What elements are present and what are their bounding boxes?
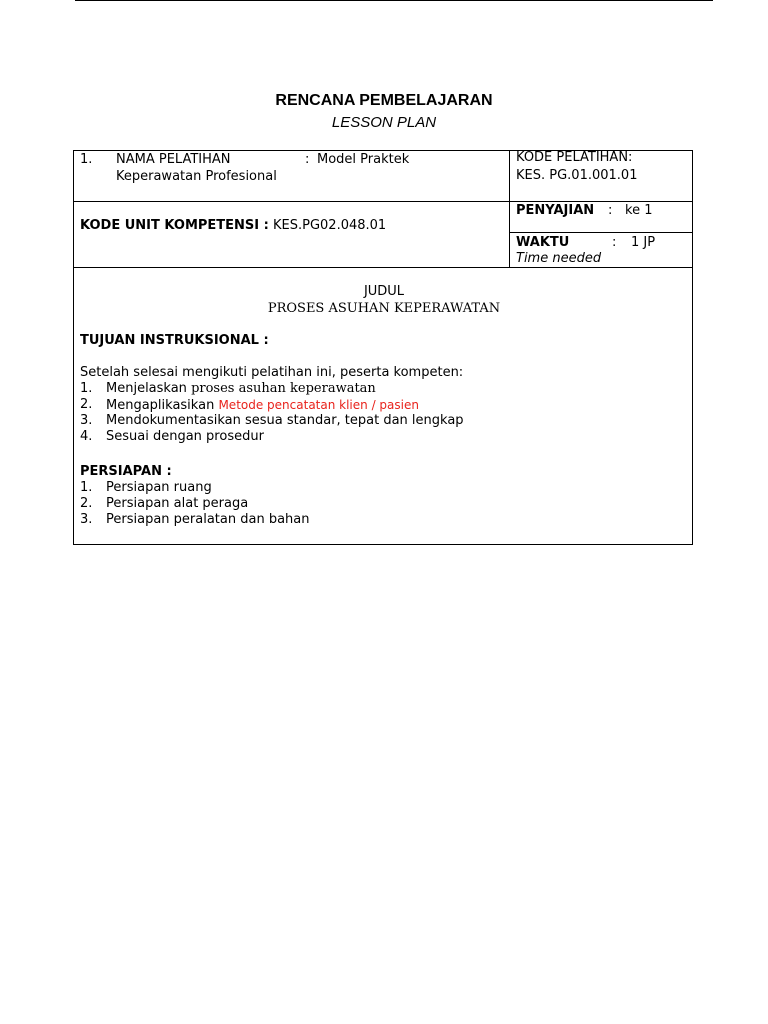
document-title: RENCANA PEMBELAJARAN: [275, 92, 493, 109]
kode-unit-kompetensi: [80, 218, 386, 234]
judul-label: JUDUL: [363, 284, 405, 299]
nama-pelatihan-number: 1.: [80, 152, 93, 167]
waktu-value: 1 JP: [631, 235, 656, 250]
list-item-number: 2.: [80, 397, 93, 412]
list-item-text: [106, 381, 376, 397]
list-item-text-b: proses asuhan keperawatan: [191, 381, 376, 396]
list-item-text-a: Mengaplikasikan: [106, 398, 215, 413]
top-rule: [75, 0, 713, 1]
tujuan-intro: Setelah selesai mengikuti pelatihan ini, peserta kompeten:: [80, 365, 464, 380]
list-item-number: 4.: [80, 429, 93, 444]
list-item-text: [106, 397, 419, 414]
nama-pelatihan-label: NAMA PELATIHAN: [116, 152, 231, 167]
nama-pelatihan-value: Model Praktek: [317, 152, 410, 167]
kode-pelatihan-value: KES. PG.01.001.01: [516, 168, 638, 183]
persiapan-heading: PERSIAPAN :: [80, 464, 172, 479]
tujuan-heading: TUJUAN INSTRUKSIONAL :: [80, 333, 269, 348]
list-item-text: Persiapan alat peraga: [106, 496, 249, 511]
waktu-note: Time needed: [516, 251, 602, 266]
waktu-label: WAKTU: [516, 235, 570, 250]
penyajian-separator: :: [608, 203, 613, 218]
row-divider-1: [73, 201, 693, 202]
row-divider-2: [73, 267, 693, 268]
list-item-number: 1.: [80, 480, 93, 495]
list-item-text: Mendokumentasikan sesua standar, tepat dan lengkap: [106, 413, 464, 428]
kode-unit-label: KODE UNIT KOMPETENSI :: [80, 218, 269, 233]
list-item-number: 3.: [80, 413, 93, 428]
list-item-text: Persiapan ruang: [106, 480, 212, 495]
list-item-text-a: Menjelaskan: [106, 381, 187, 396]
list-item-text: Persiapan peralatan dan bahan: [106, 512, 310, 527]
nama-pelatihan-value-line2: Keperawatan Profesional: [116, 169, 277, 184]
kode-pelatihan-label: KODE PELATIHAN:: [516, 150, 633, 165]
penyajian-label: PENYAJIAN: [516, 203, 595, 218]
list-item-number: 2.: [80, 496, 93, 511]
list-item-number: 3.: [80, 512, 93, 527]
kode-unit-value: KES.PG02.048.01: [272, 218, 387, 233]
waktu-separator: :: [612, 235, 617, 250]
list-item-number: 1.: [80, 381, 93, 396]
document-subtitle: LESSON PLAN: [331, 114, 437, 131]
judul-value: PROSES ASUHAN KEPERAWATAN: [267, 301, 501, 316]
row-divider-right: [509, 232, 693, 233]
column-divider: [509, 150, 510, 268]
penyajian-value: ke 1: [625, 203, 653, 218]
nama-pelatihan-separator: :: [305, 152, 310, 167]
list-item-text-highlight: Metode pencatatan klien / pasien: [218, 398, 419, 412]
list-item-text: Sesuai dengan prosedur: [106, 429, 264, 444]
